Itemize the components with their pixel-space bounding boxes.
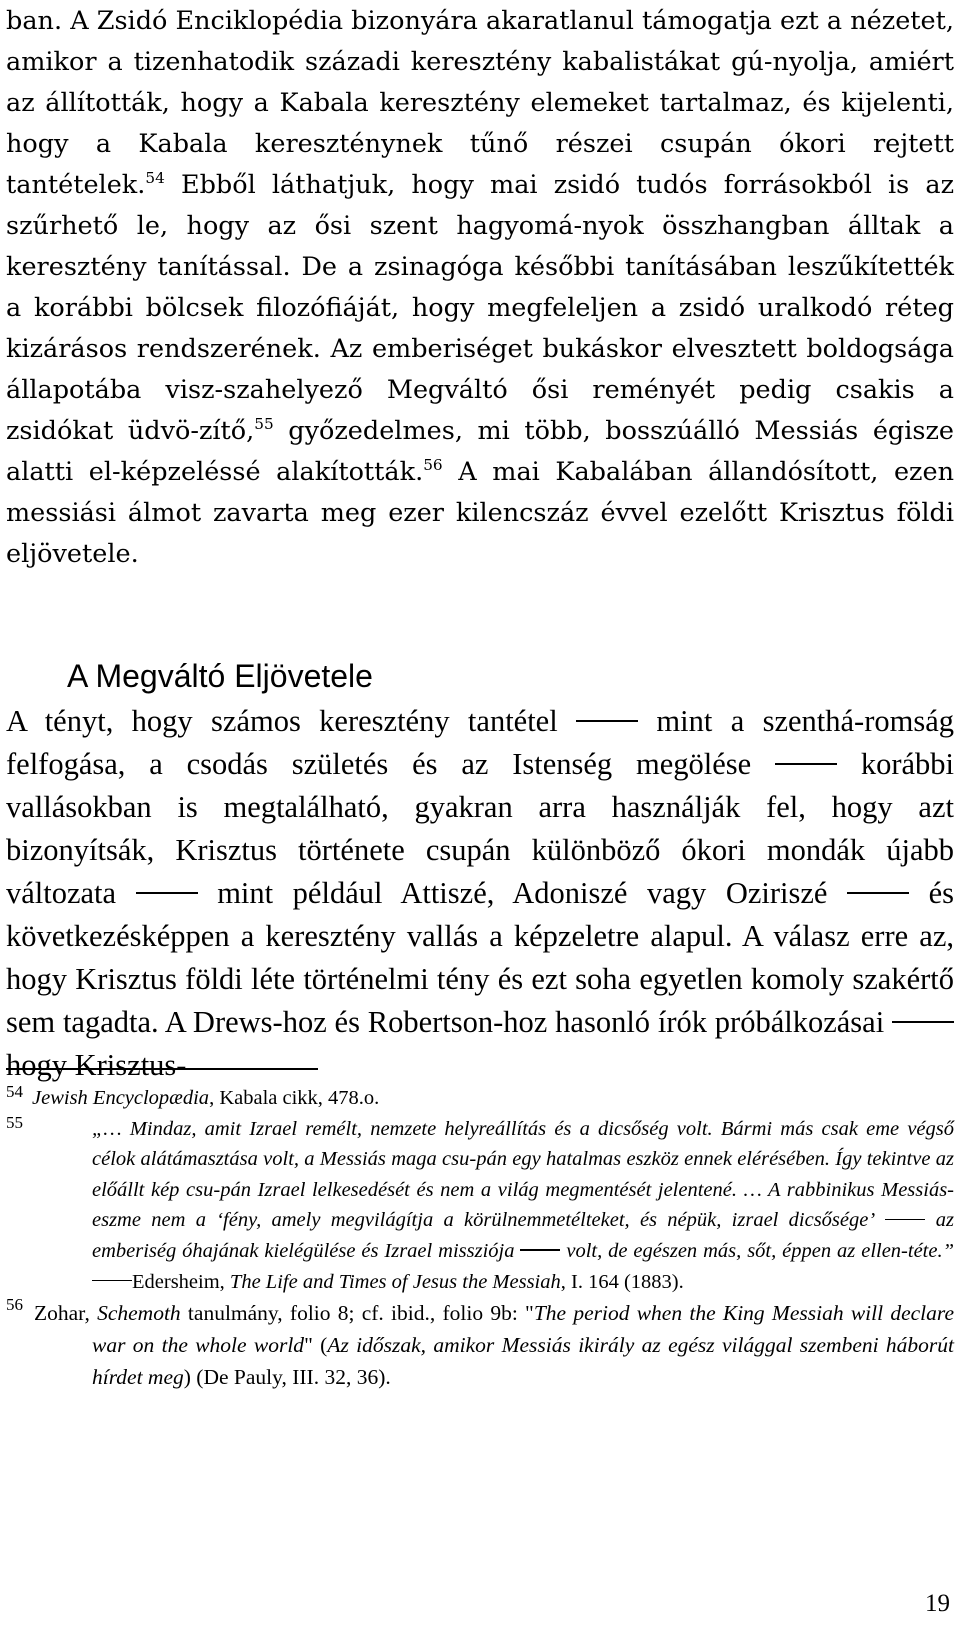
em-dash — [775, 763, 837, 765]
paragraph-1-text-d: A mai Kabalában állandósított, ezen messiási álmot zavarta meg ezer kilencszáz évvel ezelőtt Krisztus földi eljövetele. — [6, 457, 954, 569]
body-paragraph-2 — [6, 700, 954, 1087]
footnote-separator — [6, 1068, 318, 1070]
footnote-source-title: Jewish Encyclopædia — [32, 1087, 210, 1109]
footnote-number: 54 — [6, 1082, 23, 1101]
em-dash — [136, 892, 198, 894]
footnote-book-title: The Life and Times of Jesus the Messiah — [229, 1270, 561, 1293]
footnote-quote-a: „… Mindaz, amit Izrael remélt, nemzete helyreállítás és a dicsőség volt. Bármi más csak eme végső célok alátámasztása volt, a Messiás maga csu-pán egy hatalmas eszköz ennek elérésében. Így tekintve az előállt kép csu-pán Izrael lelkesedését és nem a világ megmentését jelentené. … A rabbinikus Messiás-eszme nem a ‘fény, amely megvilágítja a körülnemmetélteket, és népük, izrael dicsősége’ — [92, 1117, 954, 1232]
paragraph-2-text-c: korábbi vallásokban is megtalálható, gyakran arra használják fel, hogy azt bizonyítsák, Krisztus története csupán különböző ókori mondák újabb változata — [6, 747, 954, 910]
en-dash — [885, 1219, 925, 1221]
footnote-ref-56[interactable]: 56 — [423, 456, 443, 475]
em-dash — [892, 1021, 954, 1023]
footnote-citation: , I. 164 (1883). — [560, 1270, 684, 1293]
en-dash — [520, 1249, 560, 1251]
footnote-number: 56 — [6, 1295, 23, 1315]
paragraph-1-text-c: győzedelmes, mi több, bosszúálló Messiás égisze alatti el-képzeléssé alakították. — [6, 416, 954, 487]
paragraph-2-text-a: A tényt, hogy számos keresztény tantétel — [6, 704, 558, 738]
footnote-quote-c: volt, de egészen más, sőt, éppen az ellen-téte.” — [566, 1239, 954, 1262]
footnote-author: Edersheim, — [132, 1270, 230, 1293]
footnote-zohar: Zohar, — [34, 1301, 98, 1326]
footnote-quote-b: az emberiség óhajának kielégülése és Izrael missziója — [92, 1209, 955, 1262]
footnote-folio: tanulmány, folio 8; cf. ibid., folio 9b: " — [180, 1301, 534, 1326]
footnote-hungarian-quote: Az időszak, amikor Messiás ikirály az egész világgal szembeni háborút hírdet meg — [92, 1333, 954, 1390]
em-dash — [576, 720, 638, 722]
body-paragraph-1 — [6, 1, 954, 575]
footnote-54 — [6, 1083, 954, 1114]
section-heading: A Megváltó Eljövetele — [67, 658, 373, 694]
paragraph-1-text-b: Ebből láthatjuk, hogy mai zsidó tudós forrásokból is az szűrhető le, hogy az ősi szent hagyomá-nyok összhangban álltak a keresztény tanítással. De a zsinagóga későbbi tanításában leszűkítették a korábbi bölcsek filozófiáját, hogy megfeleljen a zsidó uralkodó réteg kizárásos rendszerének. Az emberiséget bukáskor elvesztett boldogsága állapotába visz-szahelyező Megváltó ősi reményét pedig csakis a zsidókat üdvö-zítő, — [6, 170, 954, 446]
footnotes — [6, 1083, 954, 1393]
paragraph-2-text-f: hogy Krisztus- — [6, 1048, 187, 1082]
footnote-end: ) (De Pauly, III. 32, 36). — [183, 1365, 391, 1390]
paragraph-2-text-d: mint például Attiszé, Adoniszé vagy Oziriszé — [217, 876, 828, 910]
footnote-ref-54[interactable]: 54 — [145, 169, 165, 188]
footnote-source-detail: , Kabala cikk, 478.o. — [209, 1087, 380, 1109]
paragraph-1-text-a: ban. A Zsidó Enciklopédia bizonyára akaratlanul támogatja ezt a nézetet, amikor a tizenhatodik századi keresztény kabalistákat gú-nyolja, amiért az állították, hogy a Kabala keresztény elemeket tartalmaz, és kijelenti, hogy a Kabala kereszténynek tűnő részei csupán ókori rejtett tantételek. — [6, 6, 954, 200]
footnote-english-quote: The period when the King Messiah will declare war on the whole world — [92, 1301, 954, 1358]
paragraph-2-text-e: és következésképpen a keresztény vallás a képzeletre alapul. A válasz erre az, hogy Krisztus földi léte történelmi tény és ezt soha egyetlen komoly szakértő sem tagadta. A Drews-hoz és Robertson-hoz hasonló írók próbálkozásai — [6, 876, 954, 1039]
footnote-55 — [6, 1114, 954, 1298]
footnote-sep: " ( — [304, 1333, 328, 1358]
document-page — [6, 0, 954, 1638]
em-dash — [92, 1280, 132, 1282]
footnote-ref-55[interactable]: 55 — [254, 415, 274, 434]
footnote-number: 55 — [6, 1112, 23, 1132]
em-dash — [847, 892, 909, 894]
footnote-56 — [6, 1297, 954, 1393]
page-number: 19 — [925, 1590, 950, 1617]
footnote-schemoth: Schemoth — [97, 1301, 181, 1326]
paragraph-2-text-b: mint a szenthá-romság felfogása, a csodás születés és az Istenség megölése — [6, 704, 954, 781]
